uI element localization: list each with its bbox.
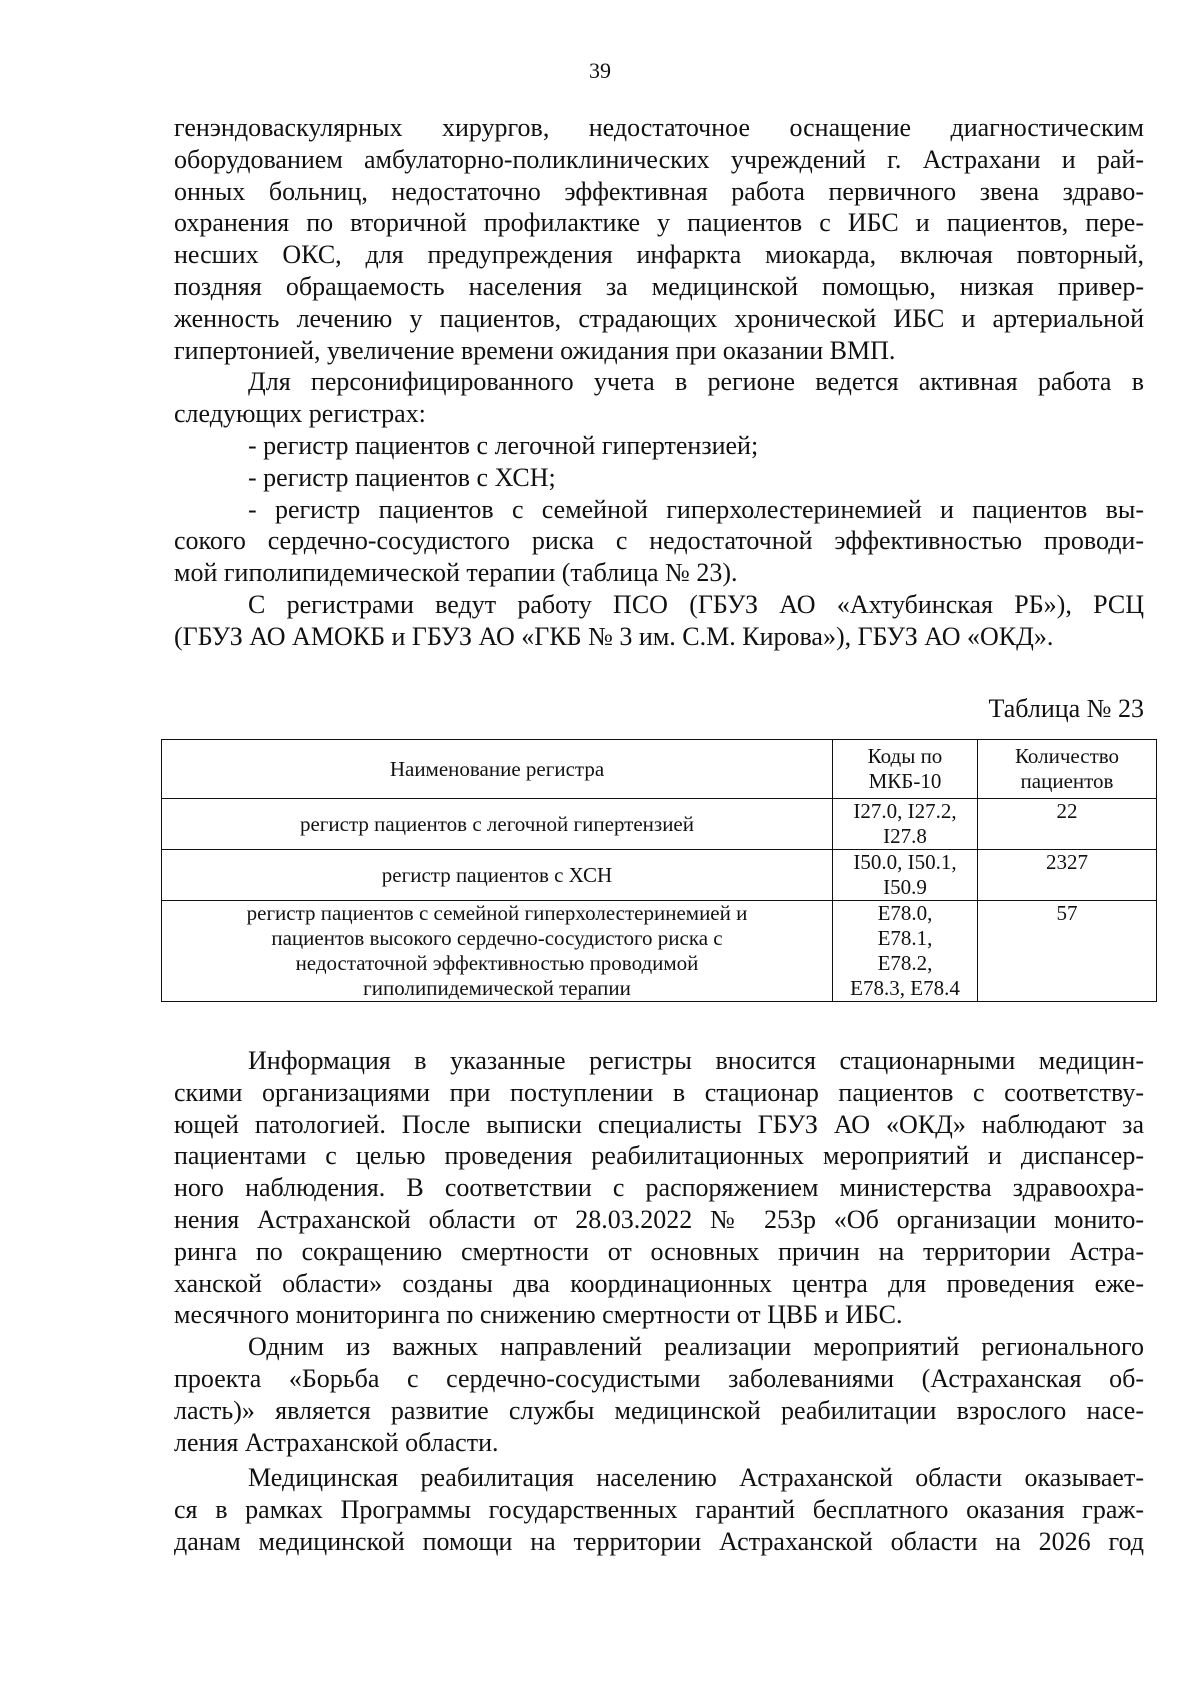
registers-intro-paragraph	[174, 366, 1144, 430]
header-line: МКБ-10	[868, 769, 942, 793]
cell-icd-codes	[833, 799, 978, 850]
text-line: следующих регистрах:	[174, 399, 426, 429]
header-register-name: Наименование регистра	[162, 740, 833, 799]
cell-line: пациентов высокого сердечно-сосудистого риска с	[271, 926, 723, 950]
text-line: месячного мониторинга по снижению смертности от ЦВБ и ИБС.	[174, 1300, 903, 1330]
header-line: Количество	[1014, 744, 1120, 768]
text-line: онных больниц, недостаточно эффективная работа первичного звена здраво-	[174, 176, 1144, 206]
page-number: 39	[589, 58, 611, 83]
cell-line: I27.0, I27.2,	[853, 799, 957, 823]
text-line: Медицинская реабилитация населению Астраханской области оказывает-	[248, 1463, 1144, 1493]
text-line: ханской области» созданы два координационных центра для проведения еже-	[174, 1268, 1144, 1298]
text-line: гипертонией, увеличение времени ожидания при оказании ВМП.	[174, 335, 896, 365]
cell-line: регистр пациентов с семейной гиперхолестеринемией и	[246, 901, 748, 925]
cell-icd-codes	[833, 850, 978, 901]
cell-patient-count: 57	[978, 901, 1157, 1002]
list-item: мой гиполипидемической терапии (таблица № 23).	[174, 558, 738, 588]
cell-patient-count: 2327	[978, 850, 1157, 901]
text-line: генэндоваскулярных хирургов, недостаточное оснащение диагностическим	[174, 113, 1144, 142]
text-line: проекта «Борьба с сердечно-сосудистыми заболеваниями (Астраханская об-	[174, 1363, 1144, 1393]
info-paragraph	[174, 1045, 1144, 1331]
table-row	[162, 901, 1157, 1002]
table-caption: Таблица № 23	[988, 694, 1144, 723]
cell-line: регистр пациентов с легочной гипертензией	[299, 811, 694, 836]
text-line: ления Астраханской области.	[174, 1427, 499, 1457]
text-line: оборудованием амбулаторно-поликлинических учреждений г. Астрахани и рай-	[174, 144, 1144, 174]
text-line: поздняя обращаемость населения за медицинской помощью, низкая привер-	[174, 271, 1144, 301]
text-line: данам медицинской помощи на территории Астраханской области на 2026 год	[174, 1526, 1144, 1556]
cell-line: E78.2,	[877, 951, 933, 975]
text-line: скими организациями при поступлении в стационар пациентов с соответству-	[174, 1077, 1144, 1107]
rehab-paragraph	[174, 1462, 1144, 1557]
cell-line: регистр пациентов с ХСН	[381, 862, 613, 887]
text-line: женность лечению у пациентов, страдающих хронической ИБС и артериальной	[174, 303, 1144, 333]
header-line: пациентов	[1020, 769, 1114, 793]
text-line: Информация в указанные регистры вносится стационарными медицин-	[248, 1046, 1144, 1075]
body-text-top	[174, 112, 1144, 653]
cell-register-name	[162, 850, 833, 901]
cell-line: E78.0,	[877, 901, 933, 925]
cell-icd-codes	[833, 901, 978, 1002]
registers-table	[161, 739, 1157, 1002]
header-icd-codes	[833, 740, 978, 799]
list-item: - регистр пациентов с легочной гипертензией;	[248, 430, 759, 460]
cell-register-name	[162, 799, 833, 850]
cell-line: E78.1,	[877, 926, 933, 950]
table-row	[162, 850, 1157, 901]
cell-line: E78.3, E78.4	[850, 976, 960, 1000]
text-line: ринга по сокращению смертности от основных причин на территории Астра-	[174, 1236, 1144, 1266]
body-text-bottom	[174, 1045, 1144, 1558]
list-item: - регистр пациентов с ХСН;	[248, 462, 556, 492]
project-paragraph	[174, 1331, 1144, 1458]
text-line: ного наблюдения. В соответствии с распоряжением министерства здравоохра-	[174, 1173, 1144, 1203]
list-item: сокого сердечно-сосудистого риска с недостаточной эффективностью проводи-	[174, 526, 1144, 556]
cell-line: I27.8	[883, 824, 927, 848]
intro-paragraph	[174, 112, 1144, 366]
cell-line: I50.9	[883, 875, 927, 899]
cell-line: гиполипидемической терапии	[363, 976, 631, 1000]
text-line: Одним из важных направлений реализации мероприятий регионального	[248, 1332, 1144, 1362]
text-line: ющей патологией. После выписки специалисты ГБУЗ АО «ОКД» наблюдают за	[174, 1109, 1144, 1139]
cell-line: недостаточной эффективностью проводимой	[295, 951, 699, 975]
list-item: - регистр пациентов с семейной гиперхолестеринемией и пациентов вы-	[248, 494, 1144, 524]
text-line: пациентами с целью проведения реабилитационных мероприятий и диспансер-	[174, 1141, 1144, 1171]
text-line: нения Астраханской области от 28.03.2022 № 253р «Об организации монито-	[174, 1204, 1144, 1234]
register-list	[174, 430, 1144, 589]
cell-patient-count: 22	[978, 799, 1157, 850]
text-line: ласть)» является развитие службы медицинской реабилитации взрослого насе-	[174, 1395, 1144, 1425]
cell-line: I50.0, I50.1,	[853, 850, 957, 874]
table-row	[162, 799, 1157, 850]
work-paragraph	[174, 589, 1144, 653]
text-line: Для персонифицированного учета в регионе ведется активная работа в	[248, 367, 1144, 397]
text-line: охранения по вторичной профилактике у пациентов с ИБС и пациентов, пере-	[174, 208, 1144, 238]
cell-register-name	[162, 901, 833, 1002]
text-line: несших ОКС, для предупреждения инфаркта миокарда, включая повторный,	[174, 240, 1144, 270]
text-line: (ГБУЗ АО АМОКБ и ГБУЗ АО «ГКБ № 3 им. С.М. Кирова»), ГБУЗ АО «ОКД».	[174, 621, 1054, 651]
header-patient-count	[978, 740, 1157, 799]
header-line: Коды по	[867, 744, 943, 768]
table-header-row	[162, 740, 1157, 799]
text-line: ся в рамках Программы государственных гарантий бесплатного оказания граж-	[174, 1495, 1144, 1525]
text-line: С регистрами ведут работу ПСО (ГБУЗ АО «Ахтубинская РБ»), РСЦ	[248, 589, 1144, 619]
